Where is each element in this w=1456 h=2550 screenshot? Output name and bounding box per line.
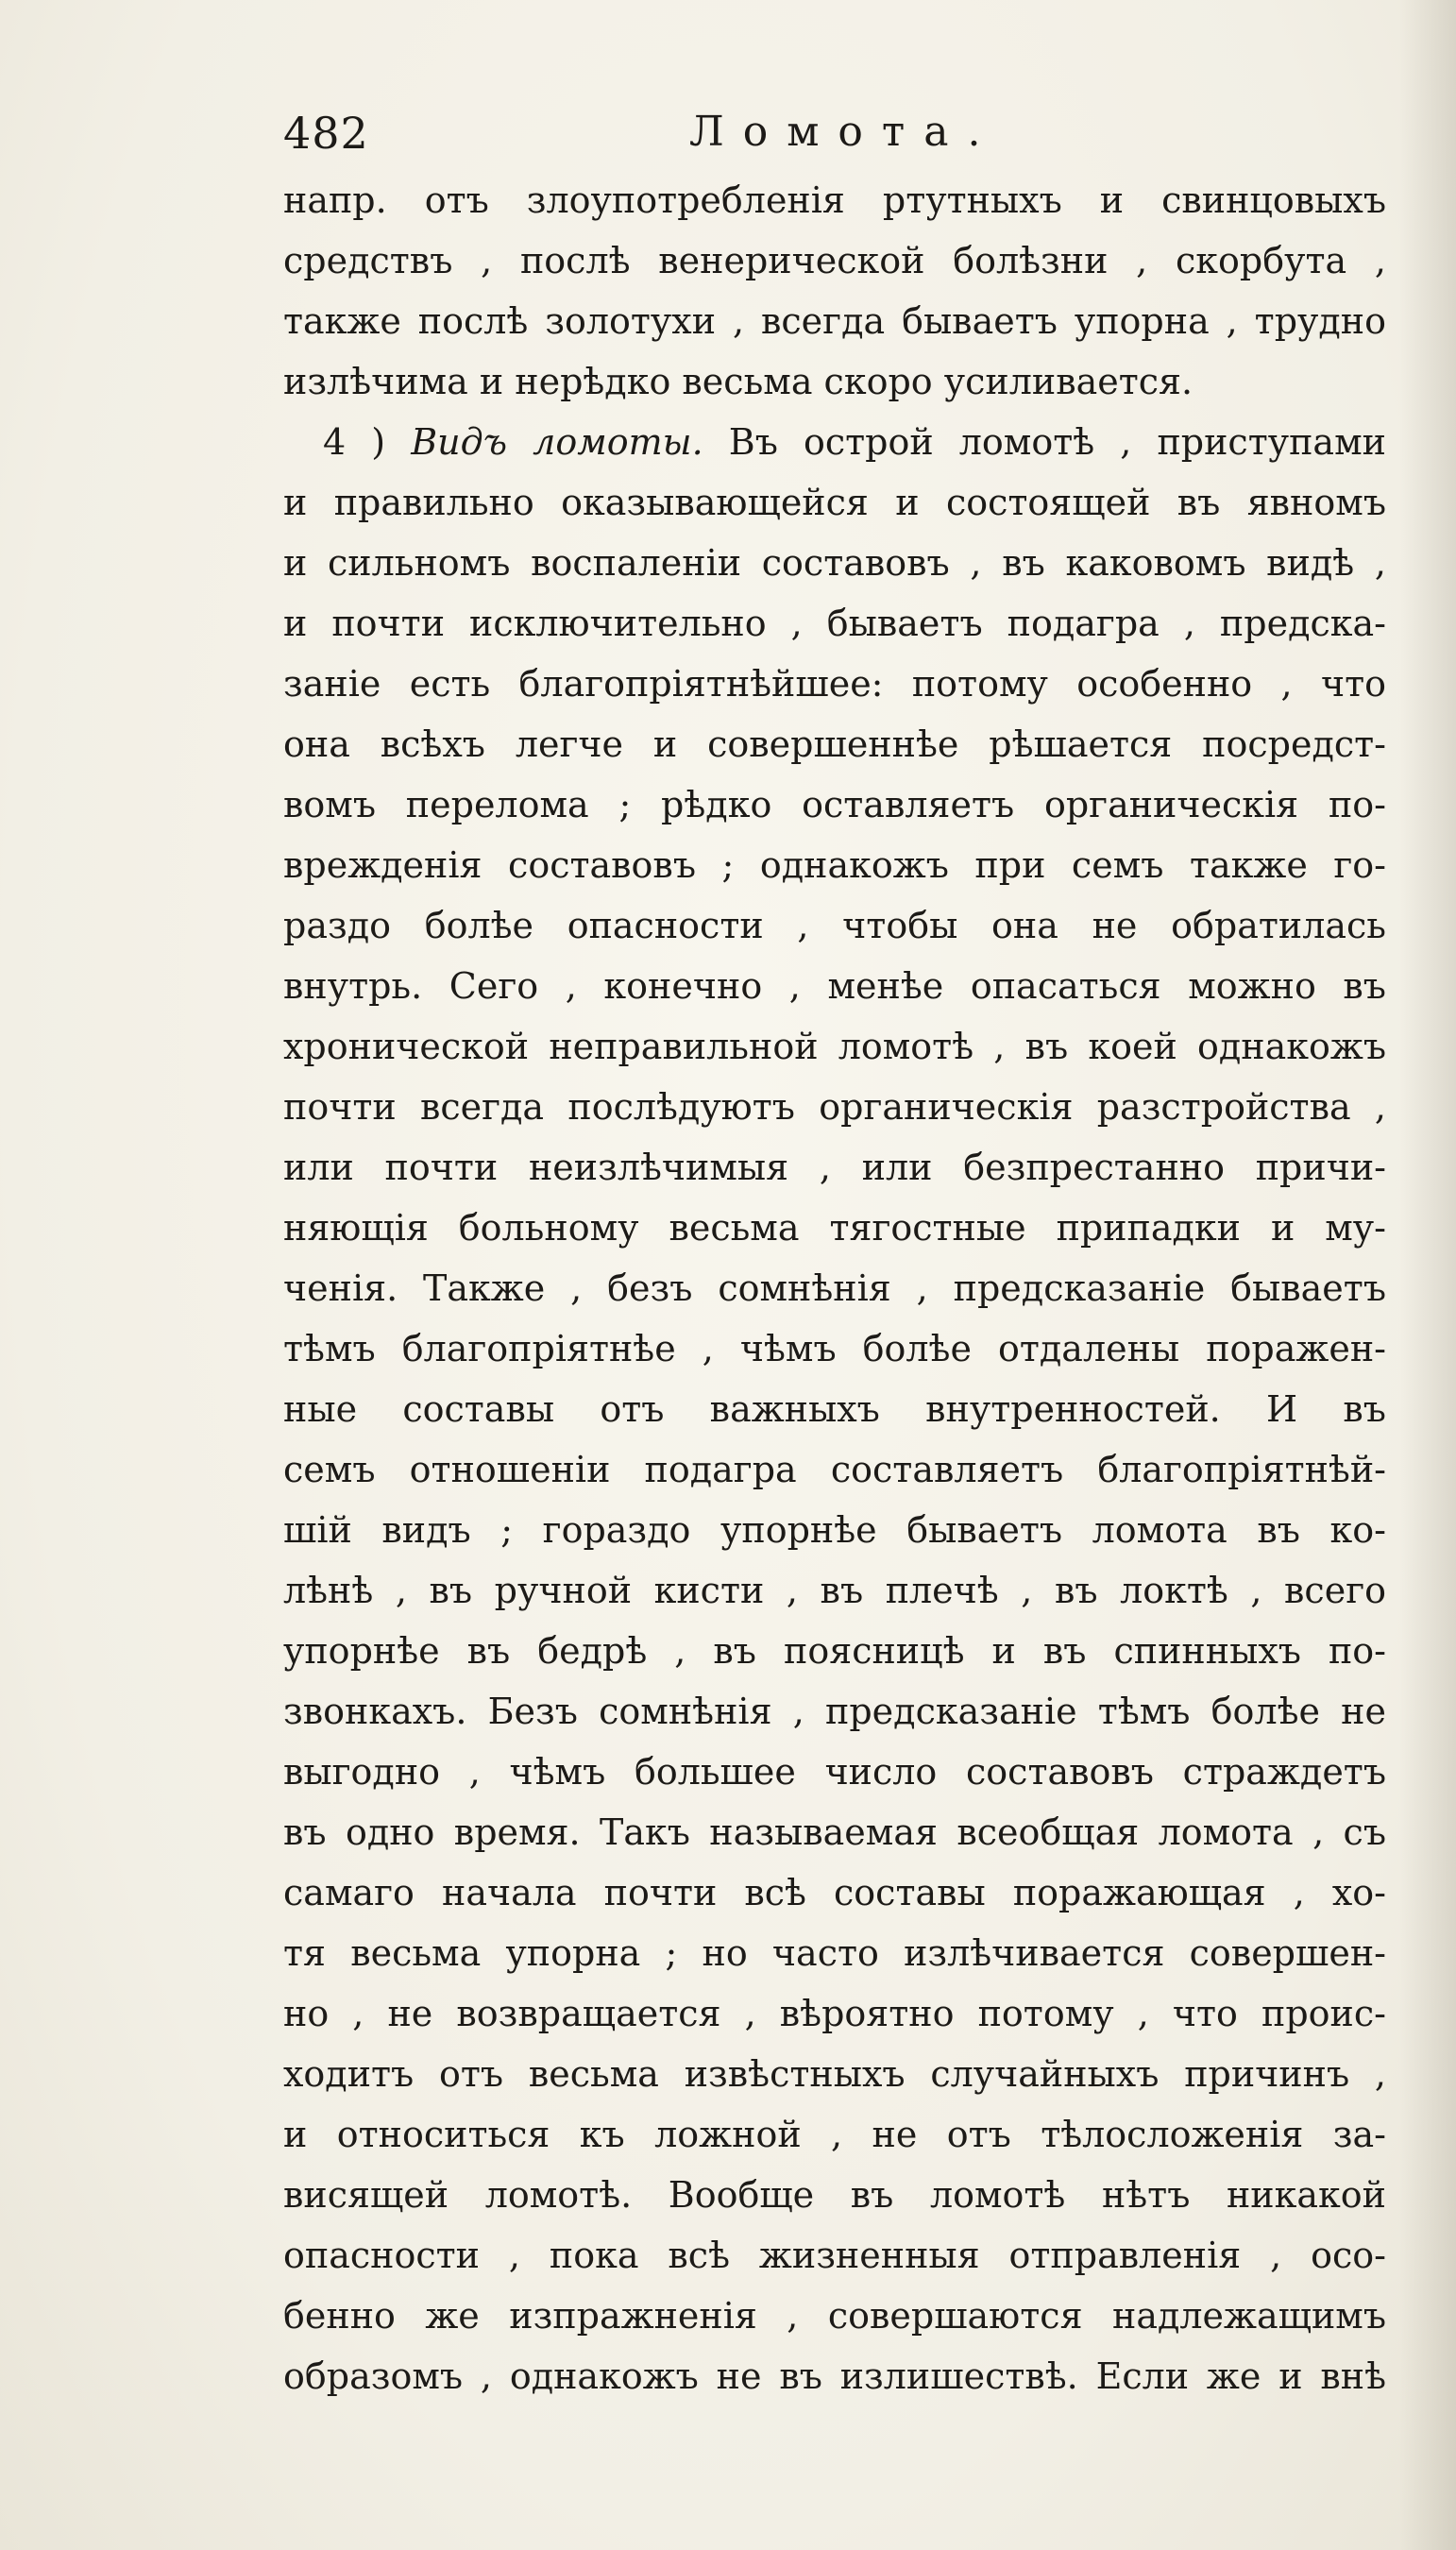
text-line: ходитъ отъ весьма извѣстныхъ случайныхъ причинъ , bbox=[283, 2053, 1386, 2095]
text-line: няющія больному весьма тягостные припадки и му- bbox=[283, 1207, 1386, 1249]
text-line: упорнѣе въ бедрѣ , въ поясницѣ и въ спинныхъ по- bbox=[283, 1630, 1386, 1672]
text-line: врежденія составовъ ; однакожъ при семъ также го- bbox=[283, 844, 1386, 886]
text-line: заніе есть благопріятнѣйшее: потому особенно , что bbox=[283, 663, 1386, 705]
text-line: выгодно , чѣмъ большее число составовъ страждетъ bbox=[283, 1751, 1386, 1793]
text-line: напр. отъ злоупотребленія ртутныхъ и свинцовыхъ bbox=[283, 179, 1386, 221]
text-line: ные составы отъ важныхъ внутренностей. И въ bbox=[283, 1388, 1386, 1430]
text-line: вомъ перелома ; рѣдко оставляетъ органическія по- bbox=[283, 784, 1386, 825]
text-line: почти всегда послѣдуютъ органическія разстройства , bbox=[283, 1086, 1386, 1128]
running-title: Ломота. bbox=[689, 108, 1000, 156]
text-line: образомъ , однакожъ не въ излишествѣ. Если же и внѣ bbox=[283, 2355, 1386, 2397]
text-line: излѣчима и нерѣдко весьма скоро усиливается. bbox=[283, 361, 1194, 402]
text-line: звонкахъ. Безъ сомнѣнія , предсказаніе тѣмъ болѣе не bbox=[283, 1691, 1386, 1732]
text-line: раздо болѣе опасности , чтобы она не обратилась bbox=[283, 905, 1386, 946]
text-line: и относиться къ ложной , не отъ тѣлосложенія за- bbox=[283, 2114, 1386, 2155]
text-line: и почти исключительно , бываетъ подагра , предска- bbox=[283, 603, 1386, 644]
text-line: но , не возвращается , вѣроятно потому , что проис- bbox=[283, 1993, 1386, 2034]
text-line: и сильномъ воспаленіи составовъ , въ каковомъ видѣ , bbox=[283, 542, 1386, 584]
text-line: лѣнѣ , въ ручной кисти , въ плечѣ , въ локтѣ , всего bbox=[283, 1570, 1386, 1611]
body-text bbox=[283, 170, 1386, 2406]
text-line: тя весьма упорна ; но часто излѣчивается совершен- bbox=[283, 1932, 1386, 1974]
page-edge-shadow bbox=[1399, 0, 1456, 2550]
text-line: самаго начала почти всѣ составы поражающая , хо- bbox=[283, 1872, 1386, 1913]
text-line: шій видъ ; гораздо упорнѣе бываетъ ломота въ ко- bbox=[283, 1509, 1386, 1551]
text-line: и правильно оказывающейся и состоящей въ явномъ bbox=[283, 482, 1386, 523]
text-line: тѣмъ благопріятнѣе , чѣмъ болѣе отдалены поражен- bbox=[283, 1328, 1386, 1369]
text-line: хронической неправильной ломотѣ , въ коей однакожъ bbox=[283, 1026, 1386, 1067]
text-line: семъ отношеніи подагра составляетъ благопріятнѣй- bbox=[283, 1449, 1386, 1490]
section-heading-rest: Въ острой ломотѣ , приступами bbox=[728, 421, 1386, 463]
text-line: въ одно время. Такъ называемая всеобщая ломота , съ bbox=[283, 1811, 1386, 1853]
text-line: она всѣхъ легче и совершеннѣе рѣшается посредст- bbox=[283, 723, 1386, 765]
text-line: ченія. Также , безъ сомнѣнія , предсказаніе бываетъ bbox=[283, 1267, 1386, 1309]
text-line: опасности , пока всѣ жизненныя отправленія , осо- bbox=[283, 2235, 1386, 2276]
text-line: также послѣ золотухи , всегда бываетъ упорна , трудно bbox=[283, 300, 1386, 342]
text-line: или почти неизлѣчимыя , или безпрестанно причи- bbox=[283, 1147, 1386, 1188]
section-heading-line bbox=[283, 412, 1386, 472]
text-line: внутрь. Сего , конечно , менѣе опасаться можно въ bbox=[283, 965, 1386, 1007]
section-number: 4 ) bbox=[323, 421, 386, 463]
section-heading: Видъ ломоты. bbox=[411, 421, 703, 463]
text-line: бенно же изпражненія , совершаются надлежащимъ bbox=[283, 2295, 1386, 2337]
page-number: 482 bbox=[283, 108, 369, 159]
text-line: висящей ломотѣ. Вообще въ ломотѣ нѣтъ никакой bbox=[283, 2174, 1386, 2216]
text-line: средствъ , послѣ венерической болѣзни , скорбута , bbox=[283, 240, 1386, 281]
